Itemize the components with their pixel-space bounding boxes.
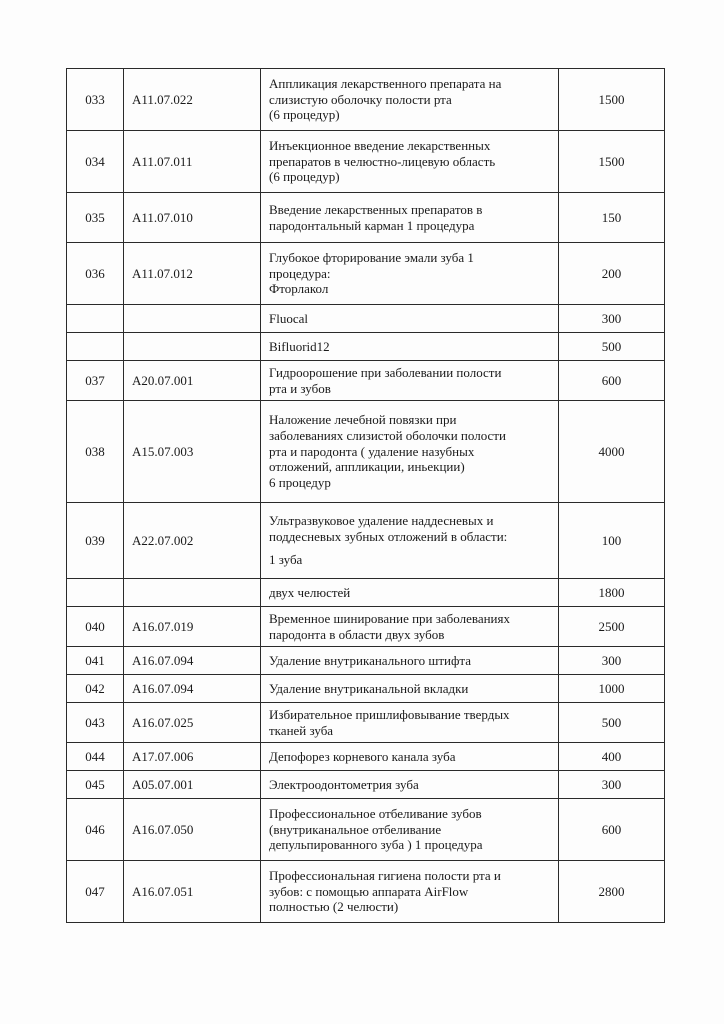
description-line: слизистую оболочку полости рта <box>269 91 452 107</box>
description-line: (6 процедур) <box>269 169 340 185</box>
description-line: Фторлакол <box>269 281 329 297</box>
row-number: 034 <box>67 131 124 193</box>
service-description <box>261 647 559 675</box>
service-price: 600 <box>559 361 665 401</box>
table-row <box>67 69 665 131</box>
row-number: 036 <box>67 243 124 305</box>
description-line: Временное шинирование при заболеваниях <box>269 610 510 626</box>
price-table <box>66 68 665 923</box>
service-code: A16.07.050 <box>124 799 261 861</box>
service-price: 150 <box>559 193 665 243</box>
table-body <box>67 69 665 923</box>
service-price: 500 <box>559 703 665 743</box>
table-row <box>67 579 665 607</box>
description-line: Гидроорошение при заболевании полости <box>269 364 502 380</box>
service-code <box>124 333 261 361</box>
service-price: 4000 <box>559 401 665 503</box>
table-row <box>67 675 665 703</box>
description-line: Депофорез корневого канала зуба <box>269 748 456 764</box>
service-description <box>261 193 559 243</box>
service-description <box>261 243 559 305</box>
description-line: рта и зубов <box>269 380 331 396</box>
description-line: тканей зуба <box>269 722 334 738</box>
service-price: 600 <box>559 799 665 861</box>
description-line: поддесневых зубных отложений в области: <box>269 528 508 544</box>
row-number: 040 <box>67 607 124 647</box>
service-code: A15.07.003 <box>124 401 261 503</box>
description-line: (6 процедур) <box>269 107 340 123</box>
row-number: 045 <box>67 771 124 799</box>
row-number: 038 <box>67 401 124 503</box>
description-line: Наложение лечебной повязки при <box>269 411 457 427</box>
description-line: Электроодонтометрия зуба <box>269 776 419 792</box>
row-number: 033 <box>67 69 124 131</box>
service-price: 300 <box>559 647 665 675</box>
table-row <box>67 607 665 647</box>
description-line: полностью (2 челюсти) <box>269 899 399 915</box>
service-price: 1500 <box>559 69 665 131</box>
service-code: A11.07.012 <box>124 243 261 305</box>
table-row <box>67 131 665 193</box>
service-description <box>261 703 559 743</box>
service-price: 500 <box>559 333 665 361</box>
service-description <box>261 401 559 503</box>
description-line: заболеваниях слизистой оболочки полости <box>269 427 506 443</box>
table-row <box>67 333 665 361</box>
description-line: Инъекционное введение лекарственных <box>269 137 491 153</box>
row-number: 043 <box>67 703 124 743</box>
row-number: 035 <box>67 193 124 243</box>
description-line: Удаление внутриканальной вкладки <box>269 680 469 696</box>
service-code: A22.07.002 <box>124 503 261 579</box>
description-line: Fluocal <box>269 310 308 326</box>
service-code: A16.07.094 <box>124 647 261 675</box>
service-code: A16.07.019 <box>124 607 261 647</box>
service-description <box>261 743 559 771</box>
description-line: Ультразвуковое удаление наддесневых и <box>269 512 494 528</box>
row-number: 044 <box>67 743 124 771</box>
row-number <box>67 333 124 361</box>
table-row <box>67 305 665 333</box>
description-line: Глубокое фторирование эмали зуба 1 <box>269 249 474 265</box>
description-line: Профессиональное отбеливание зубов <box>269 805 482 821</box>
service-code: A20.07.001 <box>124 361 261 401</box>
service-code: A16.07.094 <box>124 675 261 703</box>
service-description <box>261 69 559 131</box>
service-description <box>261 305 559 333</box>
table-row <box>67 503 665 579</box>
service-description <box>261 675 559 703</box>
service-code: A05.07.001 <box>124 771 261 799</box>
row-number: 047 <box>67 861 124 923</box>
service-price: 300 <box>559 771 665 799</box>
description-line: депульпированного зуба ) 1 процедура <box>269 837 483 853</box>
service-code: A11.07.022 <box>124 69 261 131</box>
description-line: 6 процедур <box>269 475 331 491</box>
service-code <box>124 305 261 333</box>
service-code: A11.07.011 <box>124 131 261 193</box>
service-price: 1000 <box>559 675 665 703</box>
row-number: 037 <box>67 361 124 401</box>
table-row <box>67 401 665 503</box>
table-row <box>67 799 665 861</box>
service-price: 2500 <box>559 607 665 647</box>
service-code: A11.07.010 <box>124 193 261 243</box>
service-code <box>124 579 261 607</box>
description-line: Введение лекарственных препаратов в <box>269 201 483 217</box>
service-price: 100 <box>559 503 665 579</box>
row-number <box>67 579 124 607</box>
description-line: препаратов в челюстно-лицевую область <box>269 153 496 169</box>
service-description <box>261 131 559 193</box>
table-row <box>67 703 665 743</box>
service-price: 400 <box>559 743 665 771</box>
table-row <box>67 243 665 305</box>
table-row <box>67 861 665 923</box>
service-price: 2800 <box>559 861 665 923</box>
row-number: 039 <box>67 503 124 579</box>
description-line: рта и пародонта ( удаление назубных <box>269 443 475 459</box>
description-line: (внутриканальное отбеливание <box>269 821 442 837</box>
service-price: 1500 <box>559 131 665 193</box>
service-code: A17.07.006 <box>124 743 261 771</box>
table-row <box>67 647 665 675</box>
description-line: Избирательное пришлифовывание твердых <box>269 706 510 722</box>
description-line: 1 зуба <box>269 552 303 568</box>
service-code: A16.07.025 <box>124 703 261 743</box>
row-number: 042 <box>67 675 124 703</box>
row-number: 041 <box>67 647 124 675</box>
description-line: процедура: <box>269 265 331 281</box>
description-line: Удаление внутриканального штифта <box>269 652 472 668</box>
service-description <box>261 771 559 799</box>
service-description <box>261 503 559 579</box>
description-line: зубов: с помощью аппарата AirFlow <box>269 883 469 899</box>
description-line: пародонтальный карман 1 процедура <box>269 217 475 233</box>
service-price: 1800 <box>559 579 665 607</box>
service-description <box>261 579 559 607</box>
row-number: 046 <box>67 799 124 861</box>
description-line: Bifluorid12 <box>269 338 330 354</box>
description-line: пародонта в области двух зубов <box>269 626 445 642</box>
service-description <box>261 799 559 861</box>
row-number <box>67 305 124 333</box>
description-line: Аппликация лекарственного препарата на <box>269 75 502 91</box>
table-row <box>67 193 665 243</box>
table-row <box>67 361 665 401</box>
table-row <box>67 743 665 771</box>
service-code: A16.07.051 <box>124 861 261 923</box>
service-description <box>261 361 559 401</box>
service-description <box>261 607 559 647</box>
table-row <box>67 771 665 799</box>
description-line: двух челюстей <box>269 584 351 600</box>
description-line: отложений, аппликации, иньекции) <box>269 459 465 475</box>
service-price: 300 <box>559 305 665 333</box>
service-description <box>261 861 559 923</box>
description-line: Профессиональная гигиена полости рта и <box>269 867 501 883</box>
service-description <box>261 333 559 361</box>
service-price: 200 <box>559 243 665 305</box>
